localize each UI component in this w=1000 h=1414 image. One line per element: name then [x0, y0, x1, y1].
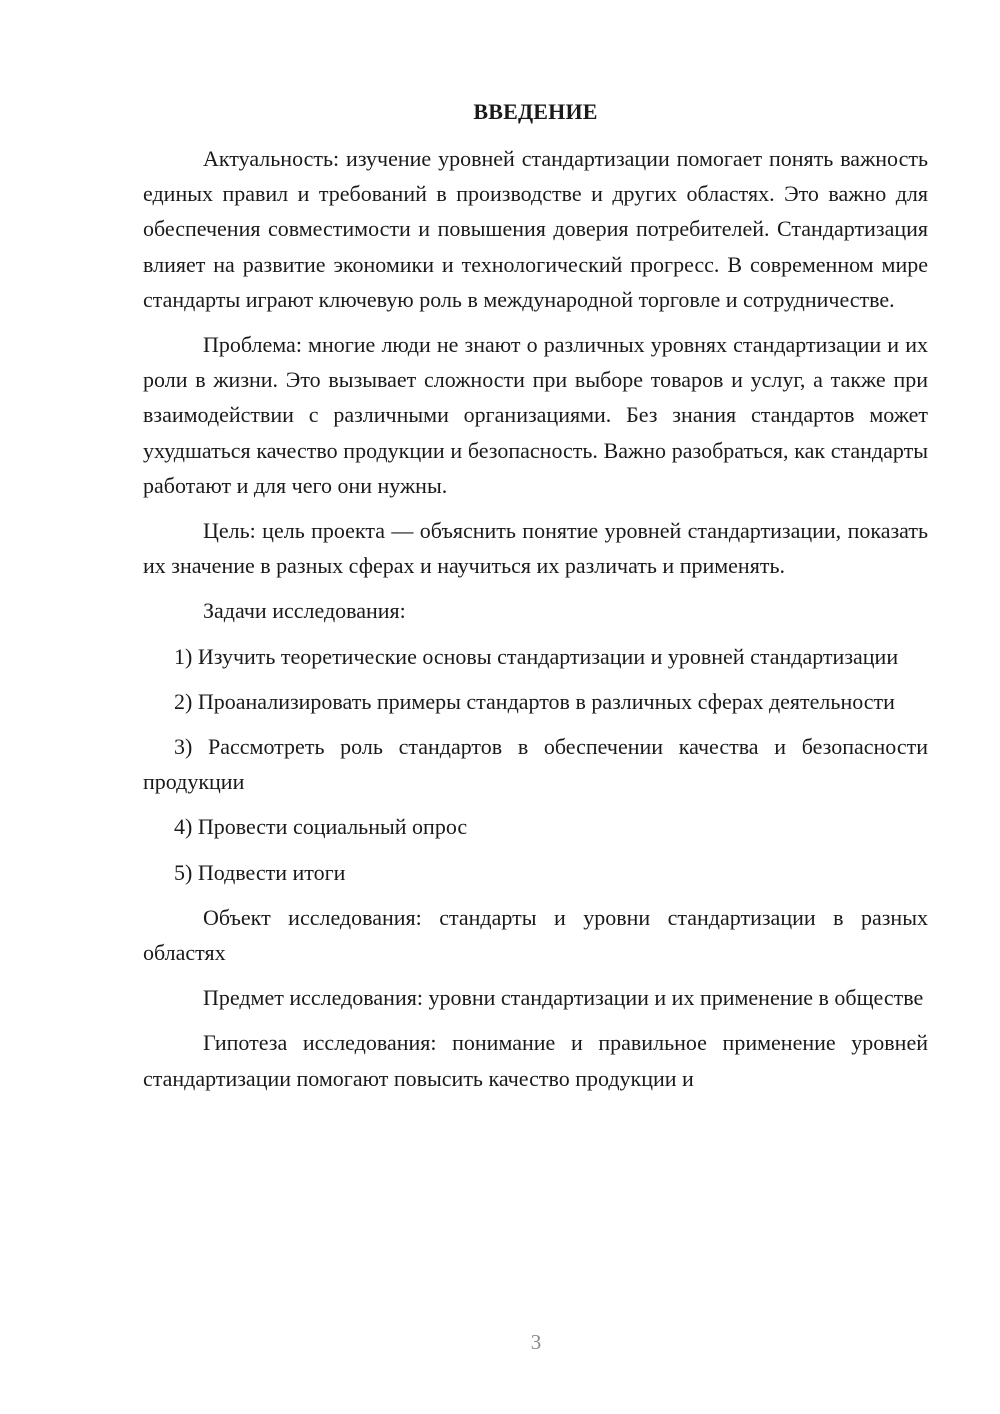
task-item: 5) Подвести итоги [174, 859, 346, 885]
relevance-paragraph: Актуальность: изучение уровней стандартизации помогает понять важность единых правил и требований в производстве и других областях. Это важно для обеспечения совместимости и повышения доверия потребителей. Стандартизация влияет на развитие экономики и технологический прогресс. В современном мире стандарты играют ключевую роль в международной торговле и сотрудничестве. [143, 146, 928, 312]
page-number: 3 [530, 1330, 542, 1354]
document-page [143, 94, 928, 1106]
task-item: 1) Изучить теоретические основы стандартизации и уровней стандартизации [174, 643, 899, 669]
task-item: 3) Рассмотреть роль стандартов в обеспечении качества и безопасности продукции [143, 734, 928, 795]
goal-paragraph: Цель: цель проекта — объяснить понятие уровней стандартизации, показать их значение в разных сферах и научиться их различать и применять. [143, 518, 928, 579]
hypothesis-paragraph: Гипотеза исследования: понимание и правильное применение уровней стандартизации помогают повысить качество продукции и [143, 1030, 928, 1091]
object-paragraph: Объект исследования: стандарты и уровни стандартизации в разных областях [143, 904, 928, 966]
task-item: 2) Проанализировать примеры стандартов в различных сферах деятельности [174, 688, 895, 714]
problem-paragraph: Проблема: многие люди не знают о различных уровнях стандартизации и их роли в жизни. Это вызывает сложности при выборе товаров и услуг, а также при взаимодействии с различными организациями. Без знания стандартов может ухудшаться качество продукции и безопасность. Важно разобраться, как стандарты работают и для чего они нужны. [143, 332, 928, 498]
tasks-title: Задачи исследования: [203, 598, 406, 624]
subject-paragraph: Предмет исследования: уровни стандартизации и их применение в обществе [203, 985, 924, 1011]
task-item: 4) Провести социальный опрос [174, 814, 468, 840]
section-heading: ВВЕДЕНИЕ [473, 99, 598, 124]
